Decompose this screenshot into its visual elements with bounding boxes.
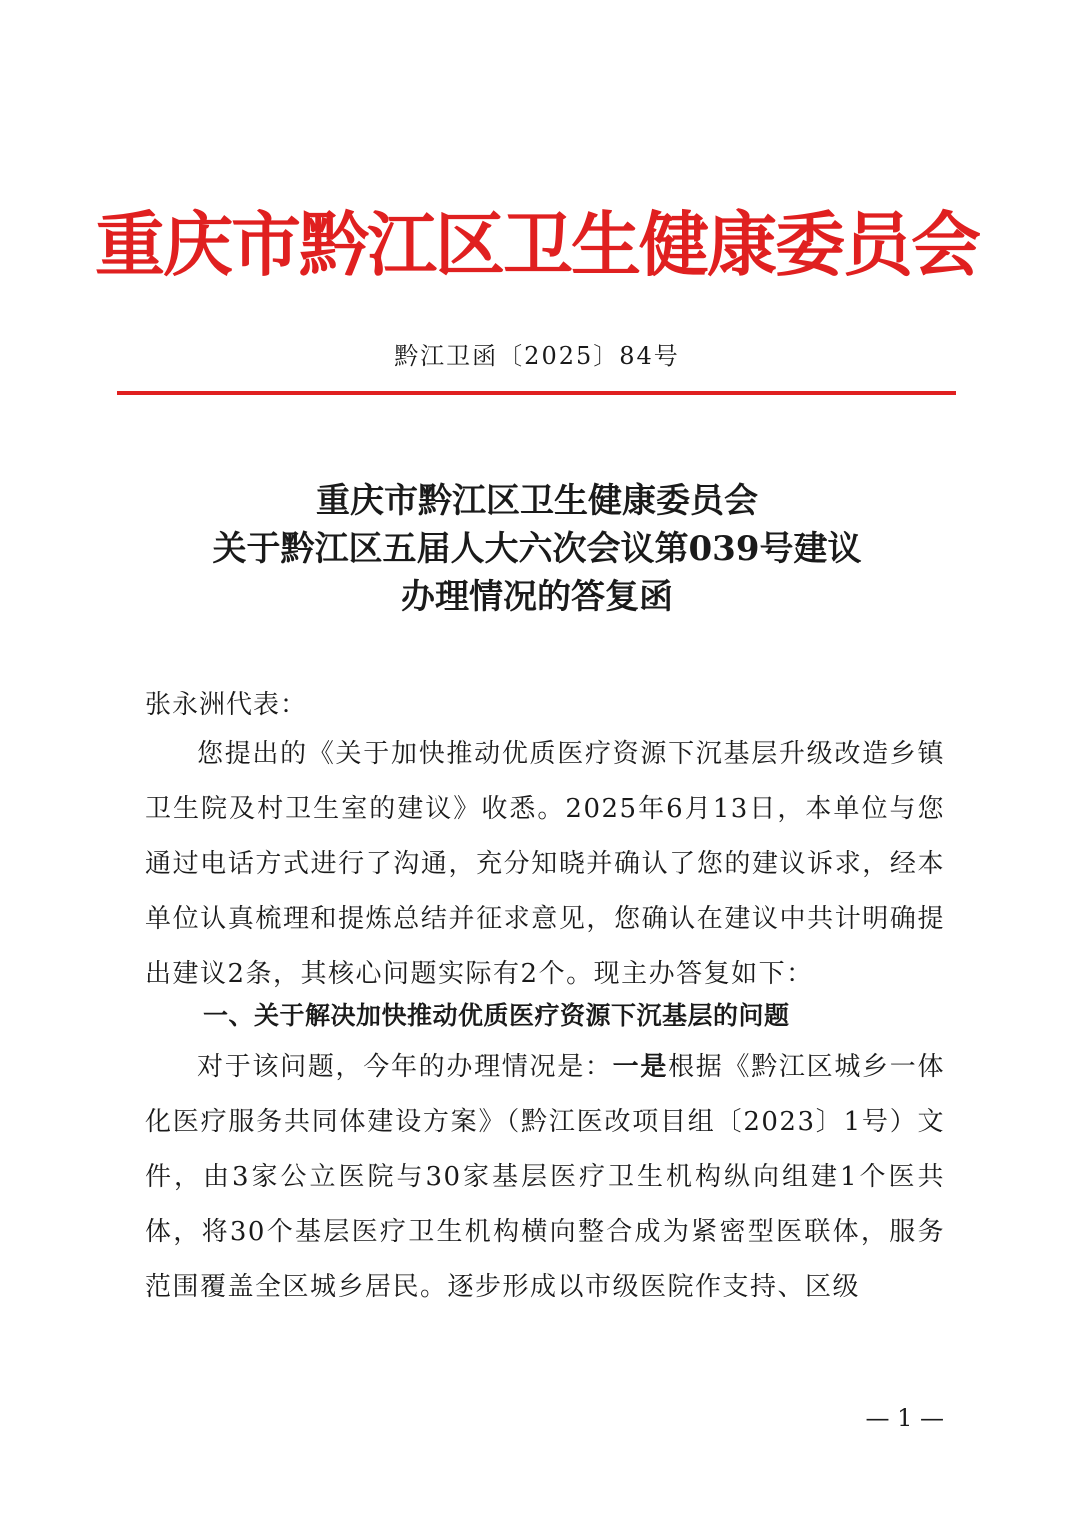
body-paragraph-1: 您提出的《关于加快推动优质医疗资源下沉基层升级改造乡镇卫生院及村卫生室的建议》收悉。2025年6月13日，本单位与您通过电话方式进行了沟通，充分知晓并确认了您的建议诉求，经本单位认真梳理和提炼总结并征求意见，您确认在建议中共计明确提出建议2条，其核心问题实际有2个。现主办答复如下： bbox=[145, 739, 945, 989]
paragraph-2-rest: 根据《黔江区城乡一体化医疗服务共同体建设方案》（黔江医改项目组〔2023〕1号）文件，由3家公立医院与30家基层医疗卫生机构纵向组建1个医共体，将30个基层医疗卫生机构横向整合成为紧密型医联体，服务范围覆盖全区城乡居民。逐步形成以市级医院作支持、区级 bbox=[145, 1052, 945, 1302]
title-line-3: 办理情况的答复函 bbox=[401, 577, 673, 617]
document-number: 黔江卫函〔2025〕84号 bbox=[394, 342, 680, 370]
section-heading-1: 一、关于解决加快推动优质医疗资源下沉基层的问题 bbox=[203, 1001, 790, 1030]
page-number: — 1 — bbox=[865, 1404, 944, 1432]
title-line-2: 关于黔江区五届人大六次会议第039号建议 bbox=[212, 529, 862, 569]
document-title bbox=[0, 477, 1074, 621]
salutation: 张永洲代表： bbox=[145, 690, 308, 720]
red-divider bbox=[117, 391, 956, 395]
title-line-1: 重庆市黔江区卫生健康委员会 bbox=[316, 481, 758, 521]
paragraph-2-lead: 对于该问题，今年的办理情况是： bbox=[197, 1052, 613, 1082]
body-paragraph-2 bbox=[145, 1040, 945, 1315]
organization-header: 重庆市黔江区卫生健康委员会 bbox=[95, 203, 979, 286]
paragraph-2-emphasis: 一是 bbox=[612, 1052, 669, 1082]
